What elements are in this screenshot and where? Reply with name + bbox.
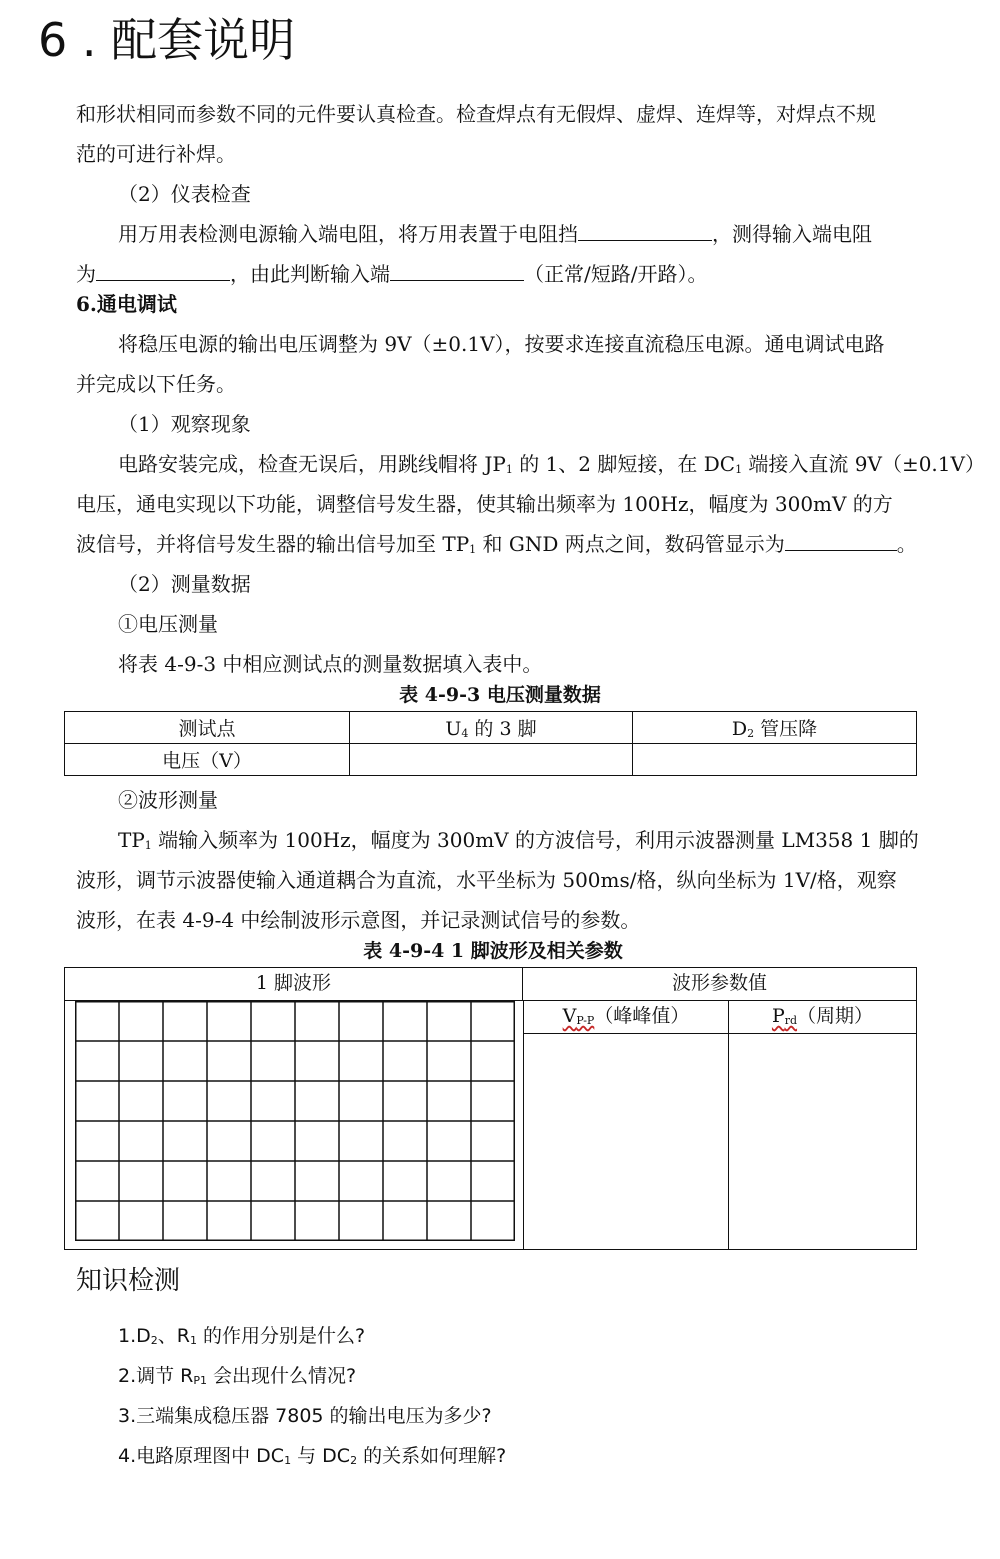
waveform-table	[64, 967, 917, 1250]
fill-blank-judgement[interactable]	[390, 262, 524, 281]
table-caption-voltage: 表 4-9-3 电压测量数据	[399, 684, 601, 706]
text: 1.D	[118, 1325, 151, 1347]
subheading-observe: （1）观察现象	[118, 412, 251, 436]
text	[563, 1005, 595, 1027]
paragraph-waveform-line1	[118, 826, 919, 854]
subscript: 1	[505, 463, 513, 476]
paragraph-power-line2: 并完成以下任务。	[76, 372, 236, 396]
text: 和 GND 两点之间，数码管显示为	[476, 532, 785, 556]
subscript: P-P	[576, 1014, 595, 1027]
table-header-test-point: 测试点	[65, 712, 350, 744]
subscript: P1	[193, 1374, 208, 1387]
paragraph-observe-line3	[76, 530, 917, 558]
text: 的 1、2 脚短接，在 DC	[512, 452, 736, 476]
paragraph-inspection-line2: 范的可进行补焊。	[76, 142, 236, 166]
table-caption-waveform: 表 4-9-4 1 脚波形及相关参数	[363, 940, 623, 962]
text: （峰峰值）	[594, 1005, 690, 1027]
text: 端输入频率为 100Hz，幅度为 300mV 的方波信号，利用示波器测量 LM358 1 脚的	[151, 828, 919, 852]
subscript: 1	[469, 543, 477, 556]
question-2	[118, 1362, 356, 1390]
question-3: 3.三端集成稳压器 7805 的输出电压为多少?	[118, 1405, 492, 1427]
paragraph-waveform-line3: 波形，在表 4-9-4 中绘制波形示意图，并记录测试信号的参数。	[76, 908, 641, 932]
paragraph-waveform-line2: 波形，调节示波器使输入通道耦合为直流，水平坐标为 500ms/格，纵向坐标为 1V/格，观察	[76, 868, 897, 892]
subscript: 1	[735, 463, 743, 476]
table-cell-d2-value[interactable]	[633, 744, 917, 776]
section-title-power-debug: 6.通电调试	[76, 292, 177, 316]
text: 与 DC	[291, 1445, 351, 1467]
text: 2.调节 R	[118, 1365, 194, 1387]
table-row-label-voltage: 电压（V）	[65, 744, 350, 776]
question-1	[118, 1322, 365, 1350]
text: 4.电路原理图中 DC	[118, 1445, 285, 1467]
text: U	[445, 718, 462, 740]
table-header-pin1-waveform: 1 脚波形	[65, 968, 523, 1001]
table-header-u4-pin3	[350, 712, 633, 744]
subscript: rd	[784, 1014, 798, 1027]
text: 电路安装完成，检查无误后，用跳线帽将 JP	[118, 452, 506, 476]
paragraph-voltage-intro: 将表 4-9-3 中相应测试点的测量数据填入表中。	[118, 652, 543, 676]
text: 为	[76, 262, 96, 286]
subscript: 1	[189, 1334, 197, 1347]
text: （周期）	[797, 1005, 874, 1027]
table-cell-u4-value[interactable]	[350, 744, 633, 776]
text: ，测得输入端电阻	[712, 222, 872, 246]
text: ，由此判断输入端	[230, 262, 390, 286]
paragraph-observe-line1	[118, 450, 985, 478]
text: D	[731, 718, 748, 740]
question-4	[118, 1442, 506, 1470]
text: 。	[896, 532, 917, 556]
fill-blank-resistance[interactable]	[96, 262, 230, 281]
table-header-vpp	[523, 1001, 729, 1034]
table-cell-period-value[interactable]	[729, 1034, 916, 1249]
subheading-waveform: ②波形测量	[118, 788, 218, 812]
fill-blank-display[interactable]	[785, 532, 897, 551]
page-heading: 6 . 配套说明	[38, 13, 296, 67]
text: V	[562, 1005, 577, 1027]
paragraph-power-line1: 将稳压电源的输出电压调整为 9V（±0.1V），按要求连接直流稳压电源。通电调试电路	[118, 332, 885, 356]
subscript: 2	[747, 727, 755, 740]
waveform-grid[interactable]	[75, 1001, 515, 1241]
text: 会出现什么情况?	[207, 1365, 357, 1387]
table-header-period	[729, 1001, 916, 1034]
subscript: 2	[350, 1454, 358, 1467]
text: P	[771, 1005, 785, 1027]
text: TP	[118, 828, 145, 852]
subscript: 1	[284, 1454, 292, 1467]
subheading-voltage: ①电压测量	[118, 612, 218, 636]
table-header-params: 波形参数值	[523, 968, 916, 1001]
subscript: 1	[144, 839, 152, 852]
voltage-table	[64, 711, 917, 776]
subheading-instrument-check: （2）仪表检查	[118, 182, 251, 206]
text: 的关系如何理解?	[357, 1445, 507, 1467]
subscript: 2	[150, 1334, 158, 1347]
text: 、R	[157, 1325, 190, 1347]
paragraph-inspection-line1: 和形状相同而参数不同的元件要认真检查。检查焊点有无假焊、虚焊、连焊等，对焊点不规	[76, 102, 876, 126]
subheading-measure: （2）测量数据	[118, 572, 251, 596]
text: 的作用分别是什么?	[196, 1325, 366, 1347]
table-cell-vpp-value[interactable]	[523, 1034, 729, 1249]
paragraph-multimeter-line1	[118, 220, 872, 248]
text: 波信号，并将信号发生器的输出信号加至 TP	[76, 532, 470, 556]
paragraph-multimeter-line2	[76, 260, 707, 288]
subscript: 4	[461, 727, 469, 740]
text: 的 3 脚	[468, 718, 537, 740]
paragraph-observe-line2: 电压，通电实现以下功能，调整信号发生器，使其输出频率为 100Hz，幅度为 300mV 的方	[76, 492, 893, 516]
knowledge-check-title: 知识检测	[76, 1266, 181, 1296]
text	[772, 1005, 797, 1027]
text: 管压降	[754, 718, 818, 740]
text: 端接入直流 9V（±0.1V）	[742, 452, 985, 476]
text: （正常/短路/开路）。	[524, 262, 708, 286]
fill-blank-range[interactable]	[578, 222, 712, 241]
table-header-d2-drop	[633, 712, 917, 744]
text: 用万用表检测电源输入端电阻，将万用表置于电阻挡	[118, 222, 578, 246]
